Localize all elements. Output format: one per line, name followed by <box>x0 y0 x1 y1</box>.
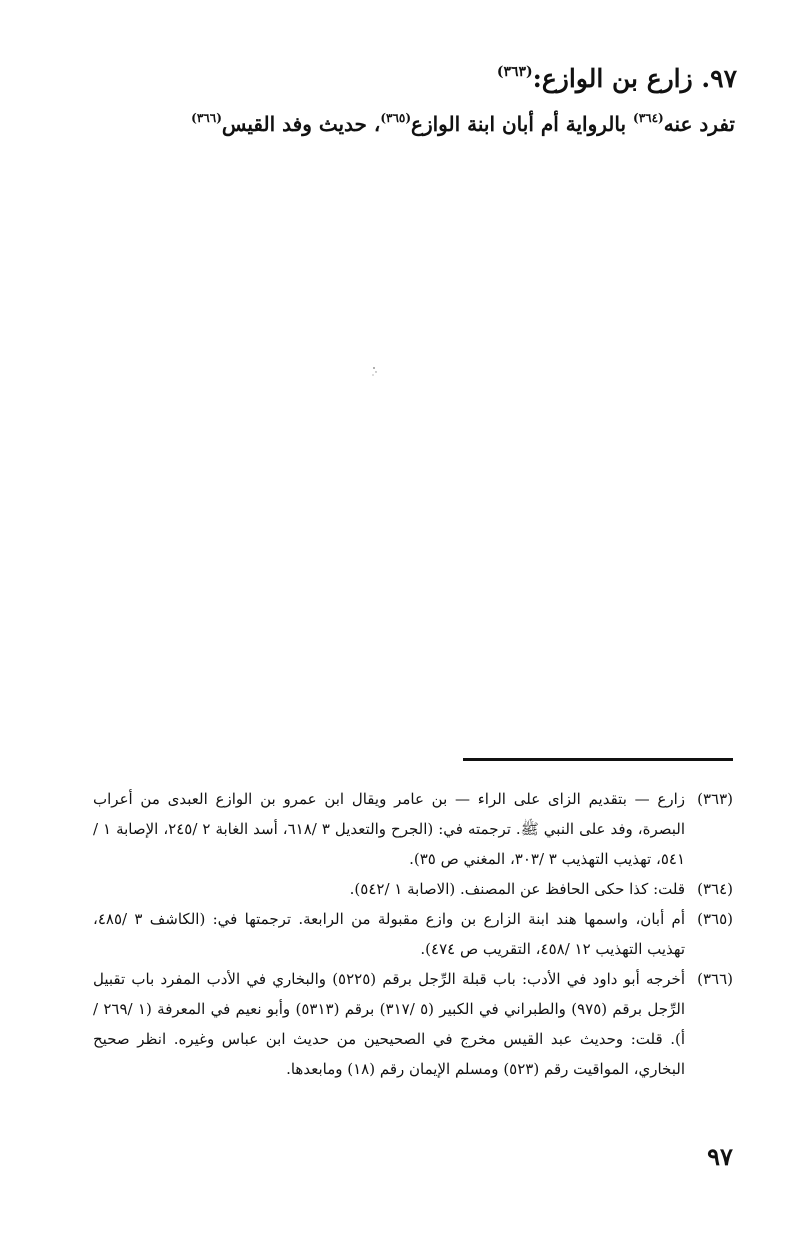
entry-body <box>45 100 735 142</box>
footnote-number: (٣٦٣) <box>697 790 733 808</box>
footnote-separator-rule <box>463 758 733 761</box>
entry-number: ٩٧. <box>701 64 737 93</box>
footnote-number: (٣٦٤) <box>697 880 733 898</box>
footnote-364 <box>93 874 733 904</box>
page-number: ٩٧ <box>707 1142 733 1171</box>
footnotes <box>93 784 733 1084</box>
footnote-ref-366[interactable]: (٣٦٦) <box>191 111 222 125</box>
footnote-number: (٣٦٦) <box>697 970 733 988</box>
footnote-text: أخرجه أبو داود في الأدب: باب قبلة الرِّجل برقم (٥٢٢٥) والبخاري في الأدب المفرد باب تقبيل الرِّجل برقم (٩٧٥) والطبراني في الكبير (٥ /٣١٧) برقم (٥٣١٣) وأبو نعيم في المعرفة (١ /٢٦٩ /أ). قلت: وحديث عبد القيس مخرج في الصحيحين من حديث ابن عباس وغيره. انظر صحيح البخاري، المواقيت رقم (٥٢٣) ومسلم الإيمان رقم (١٨) ومابعدها. <box>93 970 685 1078</box>
footnote-ref-364[interactable]: (٣٦٤) <box>633 111 664 125</box>
footnote-365 <box>93 904 733 964</box>
footnote-text: زارع — بتقديم الزاى على الراء — بن عامر ويقال ابن عمرو بن الوازع العبدى من أعراب البصرة، وفد على النبي ﷺ. ترجمته في: (الجرح والتعديل ٣ /٦١٨، أسد الغابة ٢ /٢٤٥، الإصابة ١ /٥٤١، تهذيب التهذيب ٣ /٣٠٣، المغني ص ٣٥). <box>93 790 685 868</box>
entry-heading <box>47 52 737 99</box>
footnote-ref-363[interactable]: (٣٦٣) <box>496 64 533 80</box>
footnote-366 <box>93 964 733 1084</box>
footnote-363 <box>93 784 733 874</box>
footnote-number: (٣٦٥) <box>697 910 733 928</box>
footnote-text: أم أبان، واسمها هند ابنة الزارع بن وازع مقبولة من الرابعة. ترجمتها في: (الكاشف ٣ /٤٨٥، تهذيب التهذيب ١٢ /٤٥٨، التقريب ص ٤٧٤). <box>93 910 685 958</box>
scan-speck-decoration <box>360 360 390 390</box>
entry-name: زارع بن الوازع: <box>532 64 693 93</box>
body-text-1: تفرد عنه <box>663 112 735 136</box>
body-text-3: ، حديث وفد القيس <box>221 112 381 136</box>
footnote-text: قلت: كذا حكى الحافظ عن المصنف. (الاصابة ١ /٥٤٢). <box>349 880 685 898</box>
footnote-ref-365[interactable]: (٣٦٥) <box>380 111 412 125</box>
body-text-2: بالرواية أم أبان ابنة الوازع <box>411 112 633 136</box>
